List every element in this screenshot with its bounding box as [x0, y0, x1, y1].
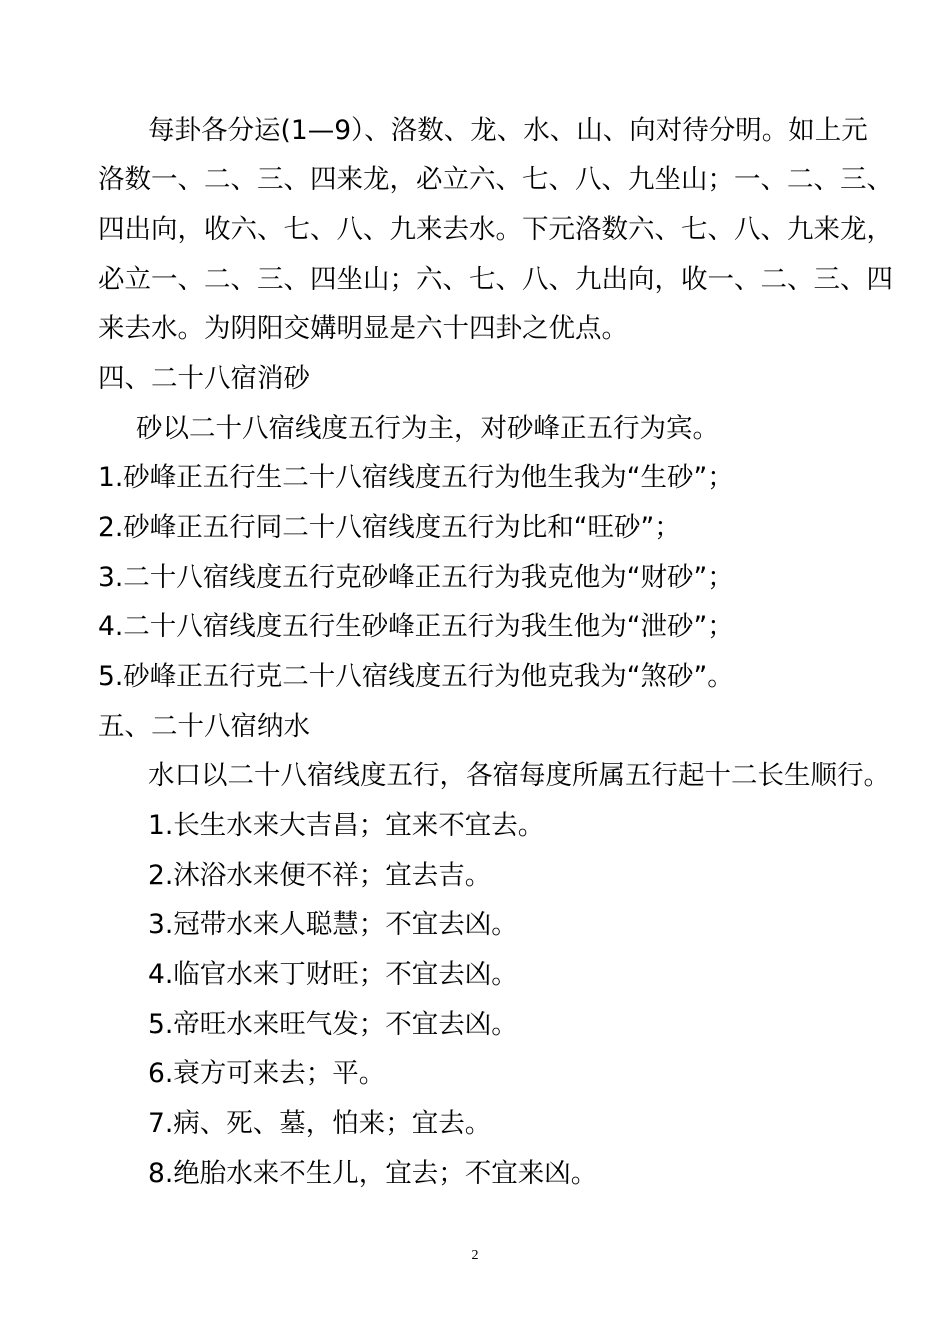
section-5-intro: 水口以二十八宿线度五行，各宿每度所属五行起十二长生顺行。 [148, 760, 890, 791]
section-5-item-3: 3.冠带水来人聪慧；不宜去凶。 [148, 909, 518, 940]
intro-paragraph-line-4: 必立一、二、三、四坐山；六、七、八、九出向，收一、二、三、四 [98, 264, 893, 295]
section-4-item-2: 2.砂峰正五行同二十八宿线度五行为比和“旺砂”； [98, 512, 681, 543]
section-4-intro: 砂以二十八宿线度五行为主，对砂峰正五行为宾。 [136, 413, 719, 444]
section-5-item-2: 2.沐浴水来便不祥；宜去吉。 [148, 860, 492, 891]
section-5-item-1: 1.长生水来大吉昌；宜来不宜去。 [148, 810, 545, 841]
section-4-item-4: 4.二十八宿线度五行生砂峰正五行为我生他为“泄砂”； [98, 611, 734, 642]
section-5-item-7: 7.病、死、墓，怕来；宜去。 [148, 1108, 492, 1139]
section-4-heading: 四、二十八宿消砂 [98, 363, 310, 394]
intro-paragraph-line-1: 每卦各分运(1—9）、洛数、龙、水、山、向对待分明。如上元 [148, 115, 868, 146]
section-5-item-4: 4.临官水来丁财旺；不宜去凶。 [148, 959, 518, 990]
page-number: 2 [471, 1248, 479, 1263]
intro-paragraph-line-2: 洛数一、二、三、四来龙，必立六、七、八、九坐山；一、二、三、 [98, 164, 893, 195]
intro-paragraph-line-5: 来去水。为阴阳交媾明显是六十四卦之优点。 [98, 313, 628, 344]
section-4-item-3: 3.二十八宿线度五行克砂峰正五行为我克他为“财砂”； [98, 562, 734, 593]
section-5-item-6: 6.衰方可来去；平。 [148, 1058, 386, 1089]
section-5-heading: 五、二十八宿纳水 [98, 711, 310, 742]
section-4-item-1: 1.砂峰正五行生二十八宿线度五行为他生我为“生砂”； [98, 462, 734, 493]
section-5-item-8: 8.绝胎水来不生儿，宜去；不宜来凶。 [148, 1158, 598, 1189]
section-5-item-5: 5.帝旺水来旺气发；不宜去凶。 [148, 1009, 518, 1040]
intro-paragraph-line-3: 四出向，收六、七、八、九来去水。下元洛数六、七、八、九来龙， [98, 214, 893, 245]
section-4-item-5: 5.砂峰正五行克二十八宿线度五行为他克我为“煞砂”。 [98, 661, 734, 692]
